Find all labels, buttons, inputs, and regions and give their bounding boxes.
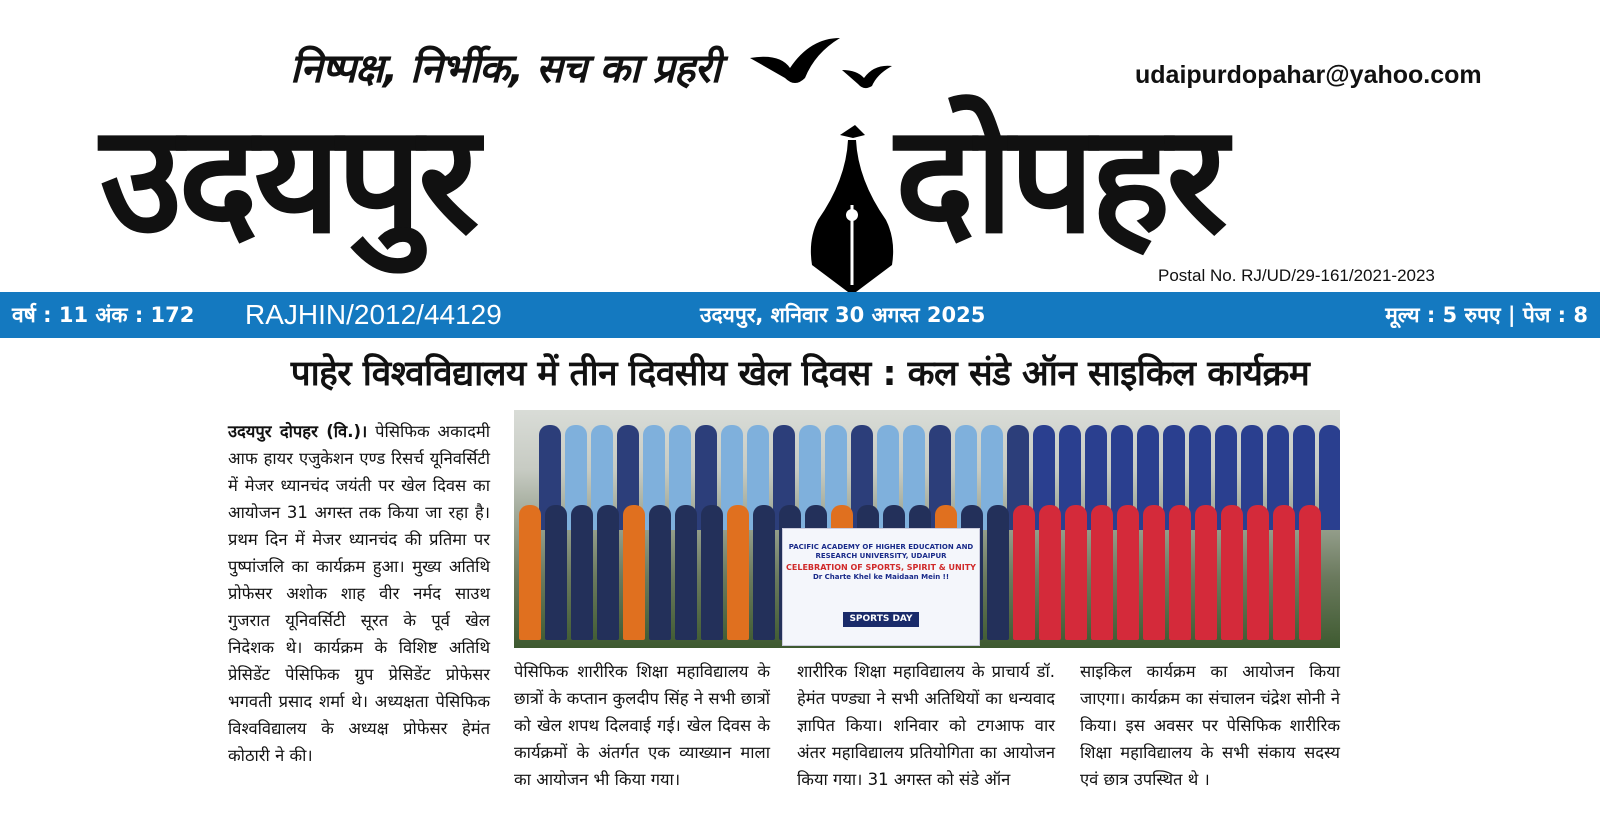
photo-person — [701, 505, 723, 640]
photo-person — [1169, 505, 1191, 640]
photo-person — [1299, 505, 1321, 640]
issue-number: वर्ष : 11 अंक : 172 — [12, 303, 195, 327]
photo-person — [1065, 505, 1087, 640]
photo-person — [1247, 505, 1269, 640]
photo-person — [1039, 505, 1061, 640]
birds-icon — [750, 38, 900, 98]
photo-person — [1319, 425, 1340, 530]
article-column-1 — [228, 418, 490, 769]
registration-number: RAJHIN/2012/44129 — [245, 299, 502, 330]
info-bar — [0, 292, 1600, 338]
banner-line: SPORTS DAY — [843, 612, 918, 627]
masthead-tagline: निष्पक्ष, निर्भीक, सच का प्रहरी — [290, 46, 720, 92]
pen-nib-logo-icon — [800, 95, 910, 295]
masthead-title-left: उदयपुर — [100, 93, 476, 267]
edition-date: उदयपुर, शनिवार 30 अगस्त 2025 — [700, 303, 986, 327]
photo-person — [753, 505, 775, 640]
photo-person — [1117, 505, 1139, 640]
photo-person — [623, 505, 645, 640]
photo-person — [1013, 505, 1035, 640]
photo-person — [1195, 505, 1217, 640]
photo-person — [1221, 505, 1243, 640]
price-pages: मूल्य : 5 रुपए | पेज : 8 — [1385, 303, 1588, 327]
photo-person — [1143, 505, 1165, 640]
photo-person — [545, 505, 567, 640]
photo-person — [571, 505, 593, 640]
photo-person — [1091, 505, 1113, 640]
photo-person — [519, 505, 541, 640]
article-column-2: पेसिफिक शारीरिक शिक्षा महाविद्यालय के छात्रों के कप्तान कुलदीप सिंह ने सभी छात्रों को खेल शपथ दिलवाई गई। खेल दिवस के कार्यक्रमों के अंतर्गत एक व्याख्यान माला का आयोजन भी किया गया। — [514, 662, 770, 789]
masthead-title-right: दोपहर — [895, 93, 1224, 267]
postal-number: Postal No. RJ/UD/29-161/2021-2023 — [1158, 266, 1435, 285]
article-column-4: साइकिल कार्यक्रम का आयोजन किया जाएगा। कार्यक्रम का संचालन चंद्रेश सोनी ने किया। इस अवसर पर पेसिफिक शारीरिक शिक्षा महाविद्यालय के सभी संकाय सदस्य एवं छात्र उपस्थित थे । — [1080, 662, 1340, 789]
photo-person — [727, 505, 749, 640]
photo-banner — [782, 528, 980, 646]
photo-person — [597, 505, 619, 640]
photo-person — [987, 505, 1009, 640]
column-text: पेसिफिक अकादमी आफ हायर एजुकेशन एण्ड रिसर्च यूनिवर्सिटी में मेजर ध्यानचंद जयंती पर खेल दिवस का आयोजन 31 अगस्त तक किया जा रहा है। प्रथम दिन में मेजर ध्यानचंद की प्रतिमा पर पुष्पांजलि का कार्यक्रम हुआ। मुख्य अतिथि प्रोफेसर अशोक शाह वीर नर्मद साउथ गुजरात यूनिवर्सिटी सूरत के पूर्व खेल निदेशक थे। कार्यक्रम के विशिष्ट अतिथि प्रेसिडेंट पेसिफिक ग्रुप प्रेसिडेंट प्रोफेसर भगवती प्रसाद शर्मा थे। अध्यक्षता पेसिफिक विश्वविद्यालय के अध्यक्ष प्रोफेसर हेमंत कोठारी ने की। — [228, 422, 490, 765]
banner-line: Dr Charte Khel ke Maidaan Mein !! — [812, 573, 950, 581]
dateline: उदयपुर दोपहर (वि.)। — [228, 422, 368, 441]
article-headline: पाहेर विश्वविद्यालय में तीन दिवसीय खेल दिवस : कल संडे ऑन साइकिल कार्यक्रम — [290, 354, 1310, 394]
event-photo — [514, 410, 1340, 648]
masthead-email: udaipurdopahar@yahoo.com — [1135, 61, 1482, 89]
article-column-3: शारीरिक शिक्षा महाविद्यालय के प्राचार्य डॉ. हेमंत पण्ड्या ने सभी अतिथियों का धन्यवाद ज्ञापित किया। शनिवार को टगआफ वार अंतर महाविद्यालय प्रतियोगिता का आयोजन किया गया। 31 अगस्त को संडे ऑन — [797, 662, 1055, 789]
photo-person — [675, 505, 697, 640]
banner-line: CELEBRATION OF SPORTS, SPIRIT & UNITY — [786, 563, 976, 572]
photo-person — [649, 505, 671, 640]
banner-line: PACIFIC ACADEMY OF HIGHER EDUCATION AND RESEARCH UNIVERSITY, UDAIPUR — [788, 543, 974, 560]
photo-person — [1273, 505, 1295, 640]
